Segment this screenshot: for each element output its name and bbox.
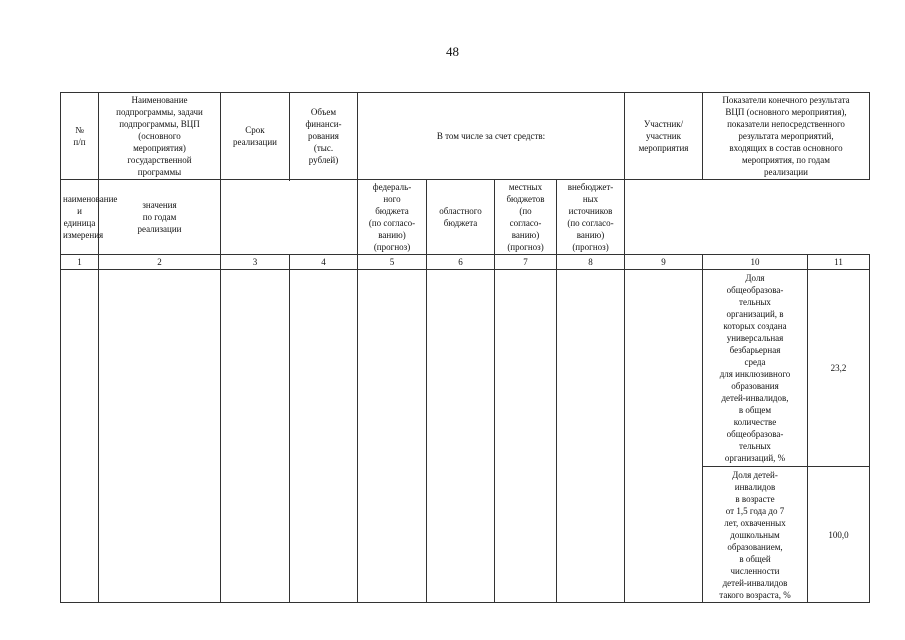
empty-cell (557, 270, 625, 603)
column-number: 7 (495, 255, 557, 270)
column-number: 1 (61, 255, 99, 270)
indicator-name: Доля общеобразова- тельных организаций, в которых создана универсальная безбарьерная среда для инклюзивного образования детей-инвалидов, в общем количестве общеобразова- тельных организаций, % (703, 270, 808, 467)
column-number: 2 (99, 255, 221, 270)
header-local: местных бюджетов (по согласо- ванию) (прогноз) (495, 180, 557, 255)
header-federal: федераль- ного бюджета (по согласо- ванию) (прогноз) (358, 180, 427, 255)
header-indicators: Показатели конечного результата ВЦП (основного мероприятия), показатели непосредственного результата мероприятий, входящих в состав основного мероприятия, по годам реализации (703, 93, 870, 180)
empty-cell (290, 270, 358, 603)
column-numbers-row (61, 255, 870, 270)
header-indicator-values: значения по годам реализации (99, 180, 221, 255)
empty-cell (99, 270, 221, 603)
header-indicator-name: наименование и единица измерения (61, 180, 99, 255)
header-number: № п/п (61, 93, 99, 180)
page-number: 48 (446, 44, 459, 59)
indicator-value: 100,0 (808, 467, 870, 603)
column-number: 11 (808, 255, 870, 270)
header-name: Наименование подпрограммы, задачи подпрограммы, ВЦП (основного мероприятия) государственной программы (99, 93, 221, 180)
header-funding: Объем финанси- рования (тыс. рублей) (290, 93, 358, 180)
empty-cell (61, 270, 99, 603)
empty-cell (427, 270, 495, 603)
column-number: 10 (703, 255, 808, 270)
empty-cell (358, 270, 427, 603)
header-extrabudget: внебюджет- ных источников (по согласо- ванию) (прогноз) (557, 180, 625, 255)
indicator-value: 23,2 (808, 270, 870, 467)
column-number: 9 (625, 255, 703, 270)
column-number: 4 (290, 255, 358, 270)
header-participant: Участник/ участник мероприятия (625, 93, 703, 180)
program-table (60, 92, 870, 603)
column-number: 8 (557, 255, 625, 270)
empty-cell (625, 270, 703, 603)
header-row-1 (61, 93, 870, 180)
empty-cell (495, 270, 557, 603)
empty-cell (221, 270, 290, 603)
column-number: 3 (221, 255, 290, 270)
header-regional: областного бюджета (427, 180, 495, 255)
header-term: Срок реализации (221, 93, 290, 180)
header-sources-group: В том числе за счет средств: (358, 93, 625, 180)
column-number: 6 (427, 255, 495, 270)
table-row (61, 270, 870, 467)
indicator-name: Доля детей- инвалидов в возрасте от 1,5 года до 7 лет, охваченных дошкольным образованием, в общей численности детей-инвалидов такого возраста, % (703, 467, 808, 603)
column-number: 5 (358, 255, 427, 270)
